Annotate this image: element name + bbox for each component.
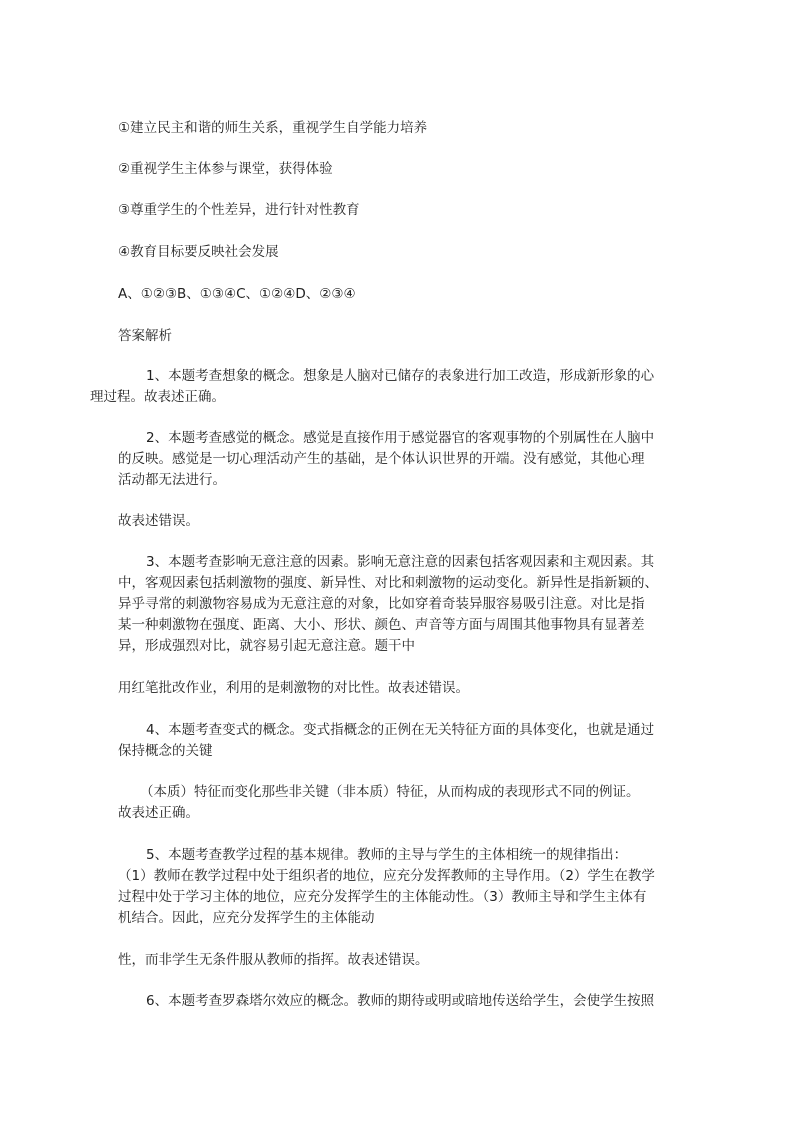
text-line: （本质）特征而变化那些非关键（非本质）特征，从而构成的表现形式不同的例证。 — [140, 784, 640, 800]
text-line: 理过程。故表述正确。 — [90, 389, 225, 405]
text-line: 异，形成强烈对比，就容易引起无意注意。题干中 — [118, 638, 415, 654]
text-line: 的反映。感觉是一切心理活动产生的基础，是个体认识世界的开端。没有感觉，其他心理 — [118, 451, 645, 467]
text-line: 过程中处于学习主体的地位，应充分发挥学生的主体能动性。（3）教师主导和学生主体有 — [118, 889, 647, 905]
answer-choices: A、①②③B、①③④C、①②④D、②③④ — [118, 286, 356, 302]
explanation-5-conclusion: 性，而非学生无条件服从教师的指挥。故表述错误。 — [118, 952, 429, 968]
explanation-1 — [90, 366, 678, 408]
text-line: 某一种刺激物在强度、距离、大小、形状、颜色、声音等方面与周围其他事物具有显著差 — [118, 617, 645, 633]
text-line: 3、本题考查影响无意注意的因素。影响无意注意的因素包括客观因素和主观因素。其 — [146, 554, 655, 570]
explanation-4-continued — [118, 782, 678, 824]
text-line: 保持概念的关键 — [118, 743, 213, 759]
explanation-3 — [118, 552, 678, 657]
option-2: ②重视学生主体参与课堂，获得体验 — [118, 161, 333, 177]
explanation-6 — [118, 991, 678, 1012]
text-line: 6、本题考查罗森塔尔效应的概念。教师的期待或明或暗地传送给学生，会使学生按照 — [146, 993, 655, 1009]
explanation-3-conclusion: 用红笔批改作业，利用的是刺激物的对比性。故表述错误。 — [118, 680, 469, 696]
explanation-2 — [118, 428, 678, 491]
text-line: 中，客观因素包括刺激物的强度、新异性、对比和刺激物的运动变化。新异性是指新颖的、 — [118, 575, 658, 591]
text-line: 机结合。因此，应充分发挥学生的主体能动 — [118, 910, 375, 926]
explanation-5 — [118, 845, 678, 929]
text-line: 2、本题考查感觉的概念。感觉是直接作用于感觉器官的客观事物的个别属性在人脑中 — [146, 430, 655, 446]
option-1: ①建立民主和谐的师生关系，重视学生自学能力培养 — [118, 120, 428, 136]
text-line: 异乎寻常的刺激物容易成为无意注意的对象，比如穿着奇装异服容易吸引注意。对比是指 — [118, 596, 645, 612]
explanation-4 — [118, 720, 678, 762]
text-line: 1、本题考查想象的概念。想象是人脑对已储存的表象进行加工改造，形成新形象的心 — [146, 368, 655, 384]
option-4: ④教育目标要反映社会发展 — [118, 244, 279, 260]
answer-heading: 答案解析 — [118, 328, 172, 344]
option-3: ③尊重学生的个性差异，进行针对性教育 — [118, 202, 360, 218]
text-line: 5、本题考查教学过程的基本规律。教师的主导与学生的主体相统一的规律指出： — [146, 847, 628, 863]
text-line: 活动都无法进行。 — [118, 472, 226, 488]
text-line: 4、本题考查变式的概念。变式指概念的正例在无关特征方面的具体变化，也就是通过 — [146, 722, 655, 738]
text-line: （1）教师在教学过程中处于组织者的地位，应充分发挥教师的主导作用。（2）学生在教学 — [118, 868, 655, 884]
explanation-2-conclusion: 故表述错误。 — [118, 513, 199, 529]
text-line: 故表述正确。 — [118, 805, 199, 821]
